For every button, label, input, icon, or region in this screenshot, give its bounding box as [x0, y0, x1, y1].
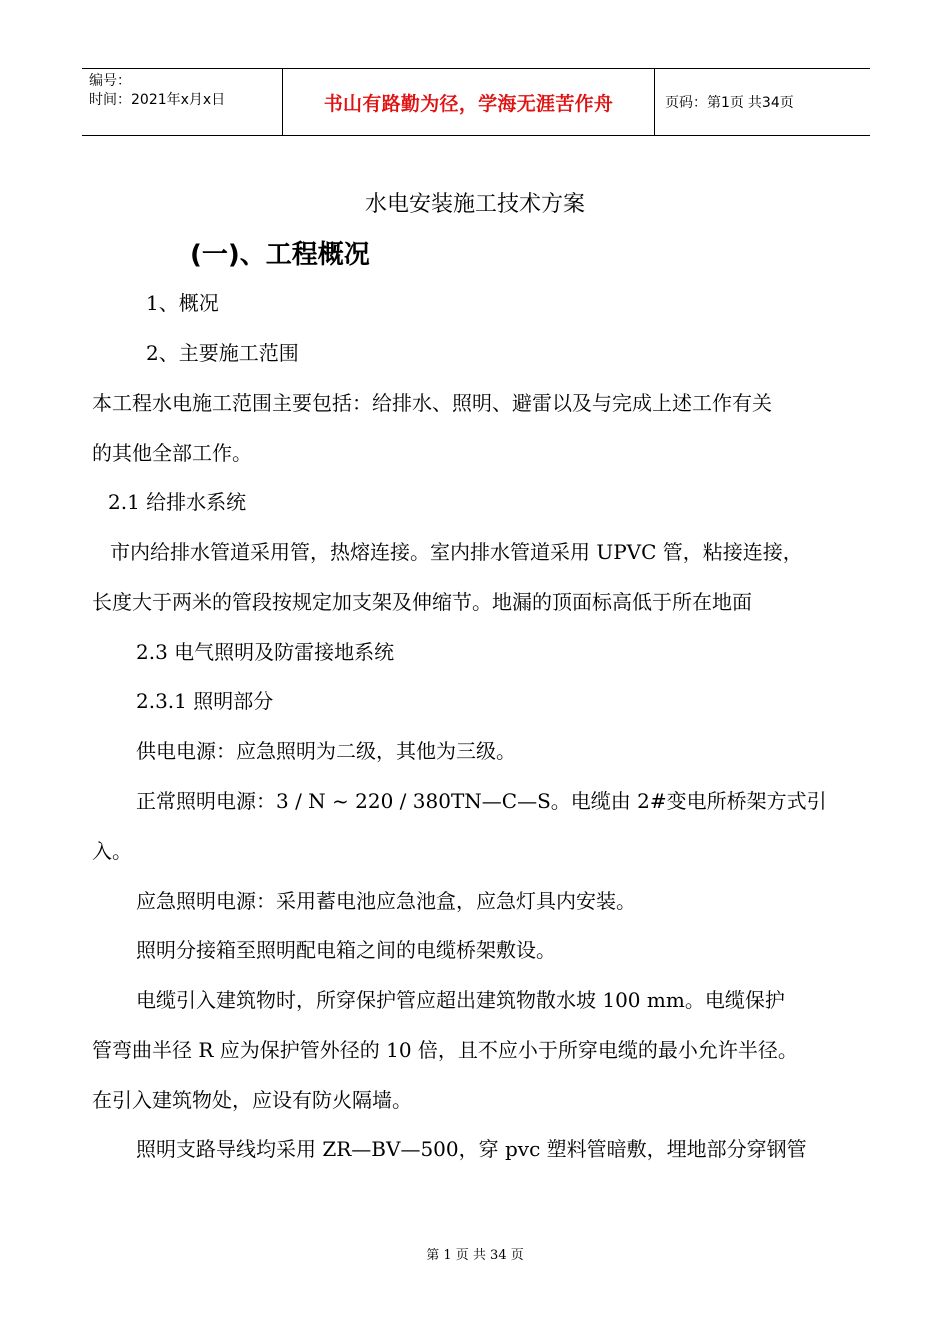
motto-text: 书山有路勤为径，学海无涯苦作舟 — [323, 92, 614, 115]
paragraph-line: 2.3.1 照明部分 — [136, 689, 274, 713]
paragraph-line: 应急照明电源：采用蓄电池应急池盒，应急灯具内安装。 — [136, 889, 636, 913]
paragraph-line: 市内给排水管道采用管，热熔连接。室内排水管道采用 UPVC 管，粘接连接， — [110, 540, 803, 564]
paragraph-line: 2.1 给排水系统 — [108, 490, 247, 514]
paragraph-line: 长度大于两米的管段按规定加支架及伸缩节。地漏的顶面标高低于所在地面 — [92, 590, 752, 614]
section-heading: (一)、工程概况 — [190, 240, 370, 270]
paragraph-line: 本工程水电施工范围主要包括：给排水、照明、避雷以及与完成上述工作有关 — [92, 391, 772, 415]
header-left-cell — [82, 69, 282, 135]
number-label: 编号： — [89, 73, 131, 89]
paragraph-line: 正常照明电源：3 / N ~ 220 / 380TN—C—S。电缆由 2#变电所桥架方式引 — [136, 789, 827, 813]
page-header — [82, 68, 870, 136]
date-label: 时间：2021年x月x日 — [89, 92, 226, 108]
paragraph-line: 在引入建筑物处，应设有防火隔墙。 — [92, 1088, 412, 1112]
document-title: 水电安装施工技术方案 — [364, 192, 585, 217]
page-footer: 第 1 页 共 34 页 — [426, 1248, 524, 1263]
total-pages-label: 共34页 — [747, 95, 794, 111]
paragraph-line: 管弯曲半径 R 应为保护管外径的 10 倍，且不应小于所穿电缆的最小允许半径。 — [92, 1038, 798, 1062]
paragraph-line: 2.3 电气照明及防雷接地系统 — [136, 640, 395, 664]
page-label: 页码：第1页 — [665, 95, 744, 111]
paragraph-line: 电缆引入建筑物时，所穿保护管应超出建筑物散水坡 100 mm。电缆保护 — [136, 988, 785, 1012]
header-motto-cell — [282, 69, 655, 135]
paragraph-line: 1、概况 — [146, 291, 219, 315]
paragraph-line: 照明支路导线均采用 ZR—BV—500，穿 pvc 塑料管暗敷，埋地部分穿钢管 — [136, 1137, 807, 1161]
paragraph-line: 供电电源：应急照明为二级，其他为三级。 — [136, 739, 516, 763]
paragraph-line: 照明分接箱至照明配电箱之间的电缆桥架敷设。 — [136, 938, 556, 962]
paragraph-line: 入。 — [92, 839, 132, 863]
paragraph-line: 的其他全部工作。 — [92, 441, 252, 465]
header-page-cell — [655, 69, 870, 135]
paragraph-line: 2、主要施工范围 — [146, 341, 299, 365]
